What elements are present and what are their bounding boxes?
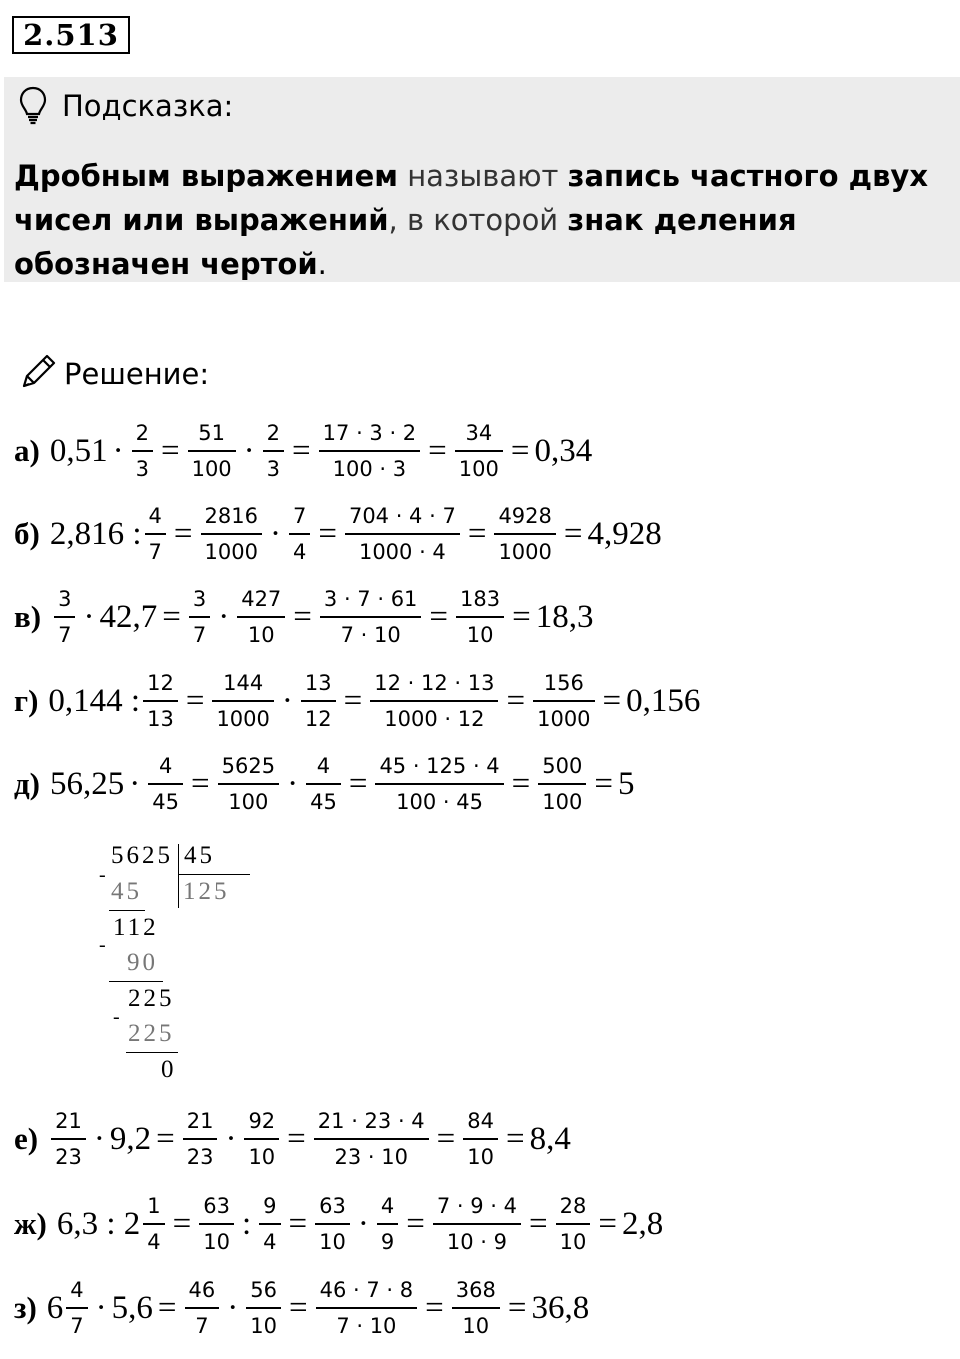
- fraction-bar: [463, 1138, 498, 1140]
- number: 4,928: [587, 515, 662, 552]
- numerator: 12 · 12 · 13: [374, 671, 495, 695]
- numerator: 92: [248, 1109, 276, 1133]
- number: 0,51: [49, 432, 108, 469]
- fraction: [377, 1191, 398, 1257]
- operator: =: [512, 598, 531, 635]
- denominator: 10: [250, 1314, 277, 1338]
- divisor: 45: [184, 842, 215, 869]
- fraction-bar: [370, 700, 498, 702]
- fraction-bar: [301, 700, 336, 702]
- denominator: 13: [147, 707, 174, 731]
- row-label: б): [14, 516, 40, 551]
- task-number: 2.513: [12, 16, 130, 54]
- operator: =: [507, 1289, 527, 1326]
- dividend: 5625: [111, 842, 173, 869]
- operator: ·: [129, 765, 141, 802]
- number: 5,6: [111, 1289, 153, 1326]
- fraction-bar: [455, 450, 503, 452]
- denominator: 45: [152, 790, 179, 814]
- remainder-2: 225: [128, 985, 175, 1012]
- denominator: 23 · 10: [334, 1145, 408, 1169]
- denominator: 100: [191, 457, 232, 481]
- operator: =: [191, 765, 210, 802]
- number: 36,8: [531, 1289, 590, 1326]
- operator: =: [287, 1120, 306, 1157]
- operator: =: [511, 765, 531, 802]
- denominator: 10: [248, 1145, 276, 1169]
- number: 0,34: [534, 432, 593, 469]
- fraction: [538, 751, 586, 817]
- remainder-1: 112: [113, 914, 159, 941]
- number: 6,3 : 2: [56, 1205, 141, 1242]
- fraction: [452, 1275, 500, 1341]
- operator: =: [425, 1289, 444, 1326]
- numerator: 63: [203, 1194, 230, 1218]
- equation: [14, 1266, 589, 1350]
- operator: =: [563, 515, 583, 552]
- fraction-bar: [345, 533, 460, 535]
- denominator: 10: [462, 1314, 490, 1338]
- operator: =: [406, 1205, 425, 1242]
- fraction-bar: [452, 1307, 500, 1309]
- pencil-icon: [18, 352, 58, 392]
- denominator: 7: [148, 540, 162, 564]
- fraction: [320, 584, 422, 650]
- fraction-bar: [237, 616, 285, 618]
- solution-row: [14, 409, 954, 493]
- denominator: 4: [147, 1230, 161, 1254]
- division-vertical-line: [178, 844, 179, 908]
- denominator: 10: [319, 1230, 346, 1254]
- fraction: [463, 1106, 498, 1172]
- numerator: 183: [460, 587, 501, 611]
- denominator: 12: [304, 707, 332, 731]
- numerator: 4: [158, 754, 173, 778]
- operator: ·: [287, 765, 299, 802]
- fraction: [246, 1275, 281, 1341]
- fraction-bar: [316, 1307, 418, 1309]
- hint-period: .: [317, 247, 327, 281]
- operator: =: [594, 765, 613, 802]
- operator: =: [288, 1205, 308, 1242]
- denominator: 100 · 45: [396, 790, 483, 814]
- number: 2,816 :: [49, 515, 142, 552]
- subtrahend-3: 225: [128, 1020, 175, 1047]
- denominator: 100 · 3: [332, 457, 407, 481]
- operator: =: [292, 432, 311, 469]
- fraction-bar: [185, 1307, 220, 1309]
- numerator: 3 · 7 · 61: [323, 587, 418, 611]
- fraction-bar: [433, 1223, 521, 1225]
- operator: =: [436, 1120, 456, 1157]
- fraction: [433, 1191, 521, 1257]
- fraction: [148, 751, 183, 817]
- operator: ·: [269, 515, 281, 552]
- numerator: 17 · 3 · 2: [322, 421, 417, 445]
- fraction: [201, 501, 262, 567]
- number: 8,4: [529, 1120, 571, 1157]
- fraction-bar: [289, 533, 310, 535]
- hint-definition: запись частного двух чисел или выражений: [14, 159, 929, 237]
- denominator: 4: [292, 540, 307, 564]
- denominator: 7: [192, 623, 207, 647]
- fraction: [143, 1191, 164, 1257]
- numerator: 2816: [204, 504, 258, 528]
- numerator: 4: [380, 1194, 395, 1218]
- equation: [14, 492, 662, 576]
- numerator: 21: [55, 1109, 82, 1133]
- solution-row: [14, 575, 954, 659]
- denominator: 1000: [498, 540, 552, 564]
- numerator: 56: [250, 1278, 277, 1302]
- fraction: [218, 751, 279, 817]
- fraction: [494, 501, 555, 567]
- numerator: 84: [467, 1109, 495, 1133]
- operator: =: [428, 432, 447, 469]
- fraction: [244, 1106, 279, 1172]
- fraction-bar: [54, 616, 75, 618]
- fraction-bar: [212, 700, 273, 702]
- long-division: [95, 838, 255, 1090]
- division-line-3: [126, 1052, 178, 1053]
- numerator: 34: [465, 421, 493, 445]
- denominator: 1000: [537, 707, 591, 731]
- operator: ·: [281, 682, 293, 719]
- fraction: [345, 501, 460, 567]
- operator: =: [173, 515, 193, 552]
- denominator: 7: [70, 1314, 84, 1338]
- operator: =: [289, 1289, 308, 1326]
- fraction: [370, 668, 498, 734]
- denominator: 10: [247, 623, 275, 647]
- denominator: 10 · 9: [446, 1230, 507, 1254]
- numerator: 5625: [221, 754, 276, 778]
- fraction: [556, 1191, 591, 1257]
- minus-sign-2: -: [99, 934, 109, 956]
- denominator: 23: [186, 1145, 214, 1169]
- numerator: 4: [148, 504, 162, 528]
- fraction-bar: [244, 1138, 279, 1140]
- fraction-bar: [189, 616, 210, 618]
- minus-sign-3: -: [113, 1006, 123, 1028]
- numerator: 144: [223, 671, 264, 695]
- lightbulb-icon: [18, 86, 48, 126]
- solution-row: [14, 659, 954, 743]
- denominator: 7: [58, 623, 72, 647]
- equation: [14, 409, 592, 493]
- division-line-2: [109, 981, 163, 982]
- fraction: [66, 1275, 87, 1341]
- hint-title: Подсказка:: [62, 89, 234, 123]
- hint-connector-2: , в которой: [388, 203, 568, 237]
- fraction: [533, 668, 594, 734]
- numerator: 63: [319, 1194, 346, 1218]
- operator: =: [348, 765, 368, 802]
- fraction: [237, 584, 285, 650]
- numerator: 500: [542, 754, 583, 778]
- fraction-bar: [148, 783, 183, 785]
- row-label: г): [14, 683, 39, 718]
- operator: =: [156, 1120, 175, 1157]
- number: 18,3: [535, 598, 594, 635]
- row-label: д): [14, 766, 41, 801]
- solution-row: [14, 1182, 954, 1266]
- denominator: 100: [458, 457, 499, 481]
- hint-term: Дробным выражением: [14, 159, 398, 193]
- fraction-bar: [188, 450, 236, 452]
- fraction-bar: [218, 783, 279, 785]
- operator: =: [162, 598, 181, 635]
- hint-connector: называют: [397, 159, 568, 193]
- denominator: 7: [195, 1314, 209, 1338]
- numerator: 46: [188, 1278, 216, 1302]
- solution-title: Решение:: [64, 357, 210, 391]
- fraction-bar: [456, 616, 504, 618]
- fraction: [456, 584, 504, 650]
- solution-row: [14, 1266, 954, 1350]
- fraction: [315, 1191, 350, 1257]
- fraction-bar: [145, 533, 166, 535]
- fraction: [189, 584, 210, 650]
- operator: =: [343, 682, 363, 719]
- numerator: 2: [266, 421, 281, 445]
- fraction-bar: [259, 1223, 280, 1225]
- numerator: 156: [543, 671, 584, 695]
- fraction: [143, 668, 178, 734]
- fraction: [51, 1106, 86, 1172]
- denominator: 3: [266, 457, 281, 481]
- denominator: 10: [559, 1230, 587, 1254]
- fraction-bar: [143, 700, 178, 702]
- fraction: [301, 668, 336, 734]
- fraction-bar: [377, 1223, 398, 1225]
- numerator: 13: [304, 671, 332, 695]
- fraction: [319, 418, 421, 484]
- fraction: [375, 751, 503, 817]
- operator: =: [506, 682, 526, 719]
- fraction: [145, 501, 166, 567]
- numerator: 9: [263, 1194, 277, 1218]
- row-label: з): [14, 1290, 37, 1325]
- numerator: 45 · 125 · 4: [379, 754, 500, 778]
- row-label: е): [14, 1121, 39, 1156]
- number: 42,7: [99, 598, 158, 635]
- fraction-bar: [315, 1223, 350, 1225]
- numerator: 368: [455, 1278, 496, 1302]
- fraction-bar: [51, 1138, 86, 1140]
- solution-row: [14, 742, 954, 826]
- fraction: [54, 584, 75, 650]
- fraction-bar: [556, 1223, 591, 1225]
- fraction: [212, 668, 273, 734]
- subtrahend-2: 90: [127, 949, 158, 976]
- numerator: 427: [241, 587, 282, 611]
- numerator: 4928: [498, 504, 552, 528]
- minus-sign-1: -: [99, 864, 109, 886]
- operator: =: [185, 682, 205, 719]
- solution-row: [14, 492, 954, 576]
- denominator: 100: [228, 790, 269, 814]
- operator: ·: [93, 1120, 105, 1157]
- operator: ·: [95, 1289, 107, 1326]
- fraction: [263, 418, 284, 484]
- operator: =: [506, 1120, 525, 1157]
- denominator: 10: [203, 1230, 230, 1254]
- number: 0,156: [626, 682, 701, 719]
- numerator: 704 · 4 · 7: [348, 504, 456, 528]
- denominator: 45: [310, 790, 337, 814]
- operator: ·: [112, 432, 124, 469]
- number: 56,25: [50, 765, 125, 802]
- fraction: [185, 1275, 220, 1341]
- fraction: [188, 418, 236, 484]
- fraction-bar: [320, 616, 422, 618]
- denominator: 100: [542, 790, 583, 814]
- numerator: 21 · 23 · 4: [317, 1109, 425, 1133]
- number: 0,144 :: [48, 682, 141, 719]
- denominator: 1000: [204, 540, 258, 564]
- fraction: [183, 1106, 218, 1172]
- subtrahend-1: 45: [111, 878, 142, 905]
- numerator: 12: [147, 671, 174, 695]
- number: 9,2: [109, 1120, 152, 1157]
- solution-row: [14, 1097, 954, 1181]
- operator: ·: [218, 598, 230, 635]
- numerator: 2: [135, 421, 149, 445]
- fraction-bar: [201, 533, 262, 535]
- operator: =: [602, 682, 622, 719]
- numerator: 4: [316, 754, 331, 778]
- fraction: [306, 751, 341, 817]
- fraction: [316, 1275, 418, 1341]
- operator: =: [157, 1289, 177, 1326]
- operator: =: [467, 515, 487, 552]
- fraction-bar: [533, 700, 594, 702]
- fraction-bar: [183, 1138, 218, 1140]
- final-remainder: 0: [161, 1056, 177, 1083]
- hint-definition-2: знак деления обозначен чертой: [14, 203, 797, 281]
- denominator: 4: [263, 1230, 277, 1254]
- numerator: 21: [186, 1109, 214, 1133]
- fraction-bar: [246, 1307, 281, 1309]
- operator: ·: [357, 1205, 369, 1242]
- numerator: 51: [198, 421, 225, 445]
- denominator: 1000 · 12: [384, 707, 485, 731]
- fraction: [259, 1191, 280, 1257]
- operator: =: [510, 432, 530, 469]
- denominator: 7 · 10: [340, 623, 401, 647]
- operator: ·: [83, 598, 95, 635]
- operator: =: [429, 598, 449, 635]
- quotient: 125: [183, 878, 230, 905]
- fraction-bar: [143, 1223, 164, 1225]
- equation: [14, 575, 594, 659]
- row-label: а): [14, 433, 40, 468]
- fraction: [199, 1191, 234, 1257]
- numerator: 7: [292, 504, 307, 528]
- fraction-bar: [375, 783, 503, 785]
- operator: =: [293, 598, 312, 635]
- denominator: 1000: [216, 707, 270, 731]
- denominator: 10: [467, 1145, 495, 1169]
- fraction-bar: [199, 1223, 234, 1225]
- denominator: 3: [135, 457, 149, 481]
- numerator: 28: [559, 1194, 587, 1218]
- numerator: 3: [192, 587, 207, 611]
- hint-text: [14, 154, 954, 286]
- equation: [14, 1182, 663, 1266]
- row-label: в): [14, 599, 42, 634]
- number: 2,8: [622, 1205, 664, 1242]
- number: 5: [618, 765, 635, 802]
- denominator: 10: [466, 623, 494, 647]
- fraction-bar: [132, 450, 153, 452]
- operator: ·: [225, 1120, 237, 1157]
- operator: :: [241, 1205, 252, 1242]
- fraction: [289, 501, 310, 567]
- fraction-bar: [314, 1138, 429, 1140]
- fraction: [132, 418, 153, 484]
- row-label: ж): [14, 1206, 47, 1241]
- numerator: 3: [58, 587, 72, 611]
- number: 6: [46, 1289, 64, 1326]
- operator: =: [529, 1205, 548, 1242]
- operator: ·: [227, 1289, 239, 1326]
- fraction-bar: [66, 1307, 87, 1309]
- equation: [14, 659, 700, 743]
- fraction-bar: [306, 783, 341, 785]
- fraction: [455, 418, 503, 484]
- operator: =: [172, 1205, 192, 1242]
- fraction: [314, 1106, 429, 1172]
- denominator: 23: [55, 1145, 82, 1169]
- fraction-bar: [319, 450, 421, 452]
- operator: =: [160, 432, 180, 469]
- operator: =: [318, 515, 337, 552]
- operator: =: [598, 1205, 617, 1242]
- denominator: 7 · 10: [336, 1314, 397, 1338]
- fraction-bar: [494, 533, 555, 535]
- operator: ·: [243, 432, 255, 469]
- numerator: 4: [70, 1278, 84, 1302]
- denominator: 9: [380, 1230, 395, 1254]
- numerator: 7 · 9 · 4: [436, 1194, 518, 1218]
- fraction-bar: [538, 783, 586, 785]
- denominator: 1000 · 4: [358, 540, 446, 564]
- equation: [14, 742, 635, 826]
- division-line-1: [109, 910, 145, 911]
- numerator: 46 · 7 · 8: [319, 1278, 414, 1302]
- fraction-bar: [263, 450, 284, 452]
- numerator: 1: [147, 1194, 161, 1218]
- equation: [14, 1097, 571, 1181]
- division-divisor-line: [178, 874, 250, 875]
